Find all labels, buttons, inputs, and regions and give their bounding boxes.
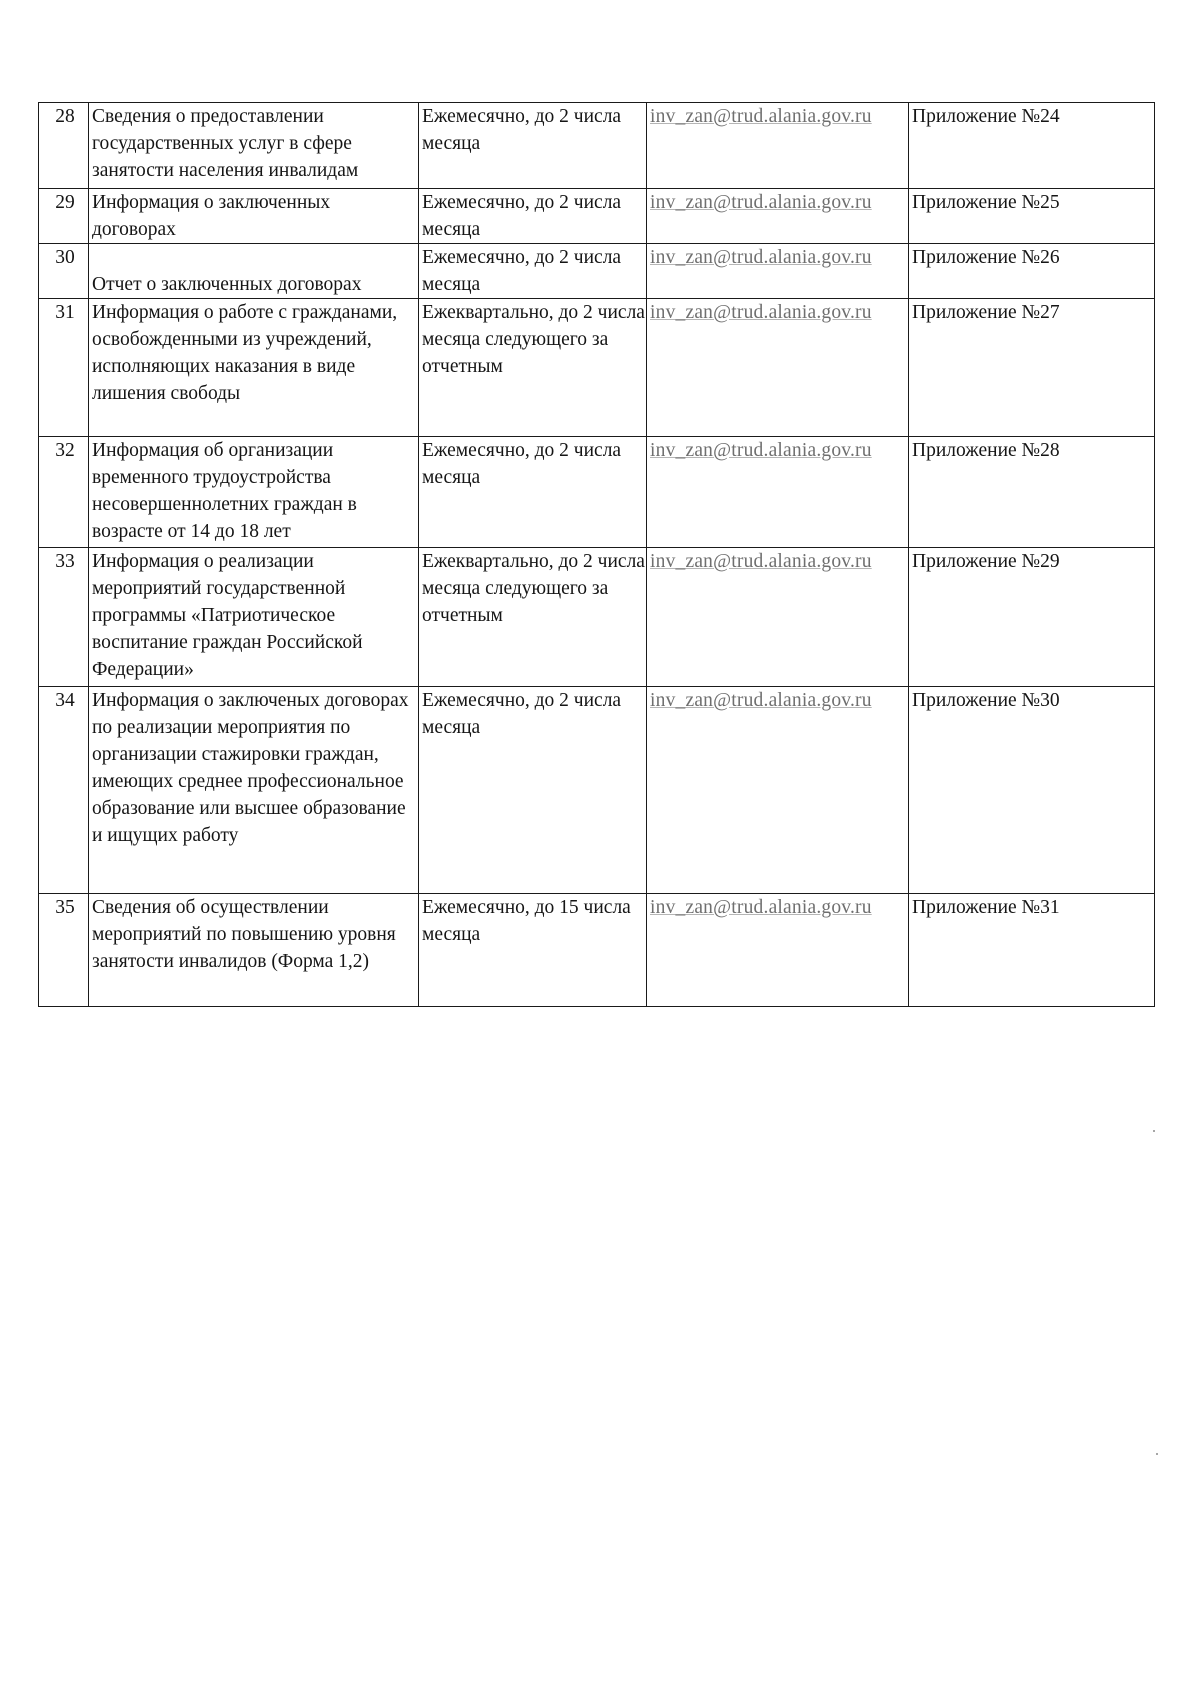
appendix-ref: Приложение №29	[909, 548, 1155, 687]
appendix-ref: Приложение №26	[909, 244, 1155, 299]
appendix-ref: Приложение №27	[909, 299, 1155, 437]
deadline: Ежемесячно, до 2 числа месяца	[419, 189, 647, 244]
reporting-table	[38, 102, 1155, 1007]
table-row	[39, 103, 1155, 189]
email-link[interactable]: inv_zan@trud.alania.gov.ru	[650, 106, 872, 127]
appendix-ref: Приложение №24	[909, 103, 1155, 189]
report-description: Информация об организации временного трудоустройства несовершеннолетних граждан в возрасте от 14 до 18 лет	[89, 437, 419, 548]
report-description: Сведения об осуществлении мероприятий по повышению уровня занятости инвалидов (Форма 1,2)	[89, 894, 419, 1007]
report-description: Информация о заключеных договорах по реализации мероприятия по организации стажировки граждан, имеющих среднее профессиональное образование или высшее образование и ищущих работу	[89, 687, 419, 894]
deadline: Ежемесячно, до 15 числа месяца	[419, 894, 647, 1007]
email-link[interactable]: inv_zan@trud.alania.gov.ru	[650, 302, 872, 323]
row-number: 34	[39, 687, 89, 894]
email-cell	[647, 189, 909, 244]
table-row	[39, 687, 1155, 894]
table-row	[39, 548, 1155, 687]
deadline: Ежемесячно, до 2 числа месяца	[419, 103, 647, 189]
email-cell	[647, 299, 909, 437]
appendix-ref: Приложение №30	[909, 687, 1155, 894]
row-number: 35	[39, 894, 89, 1007]
table-row	[39, 437, 1155, 548]
appendix-ref: Приложение №28	[909, 437, 1155, 548]
scan-speck	[1153, 1130, 1155, 1132]
email-link[interactable]: inv_zan@trud.alania.gov.ru	[650, 551, 872, 572]
email-cell	[647, 103, 909, 189]
row-number: 33	[39, 548, 89, 687]
appendix-ref: Приложение №31	[909, 894, 1155, 1007]
deadline: Ежеквартально, до 2 числа месяца следующего за отчетным	[419, 299, 647, 437]
table-row	[39, 244, 1155, 299]
scan-speck	[1156, 1453, 1158, 1455]
deadline: Ежемесячно, до 2 числа месяца	[419, 687, 647, 894]
email-link[interactable]: inv_zan@trud.alania.gov.ru	[650, 690, 872, 711]
email-link[interactable]: inv_zan@trud.alania.gov.ru	[650, 897, 872, 918]
email-cell	[647, 548, 909, 687]
row-number: 28	[39, 103, 89, 189]
deadline: Ежемесячно, до 2 числа месяца	[419, 244, 647, 299]
report-description: Информация о реализации мероприятий государственной программы «Патриотическое воспитание граждан Российской Федерации»	[89, 548, 419, 687]
row-number: 31	[39, 299, 89, 437]
email-cell	[647, 687, 909, 894]
report-description: Отчет о заключенных договорах	[89, 244, 419, 299]
table-row	[39, 299, 1155, 437]
report-description: Информация о работе с гражданами, освобожденными из учреждений, исполняющих наказания в виде лишения свободы	[89, 299, 419, 437]
email-link[interactable]: inv_zan@trud.alania.gov.ru	[650, 192, 872, 213]
report-description: Сведения о предоставлении государственных услуг в сфере занятости населения инвалидам	[89, 103, 419, 189]
table-row	[39, 189, 1155, 244]
row-number: 30	[39, 244, 89, 299]
deadline: Ежемесячно, до 2 числа месяца	[419, 437, 647, 548]
report-description: Информация о заключенных договорах	[89, 189, 419, 244]
deadline: Ежеквартально, до 2 числа месяца следующего за отчетным	[419, 548, 647, 687]
email-cell	[647, 437, 909, 548]
row-number: 32	[39, 437, 89, 548]
email-cell	[647, 244, 909, 299]
email-link[interactable]: inv_zan@trud.alania.gov.ru	[650, 440, 872, 461]
row-number: 29	[39, 189, 89, 244]
appendix-ref: Приложение №25	[909, 189, 1155, 244]
email-cell	[647, 894, 909, 1007]
email-link[interactable]: inv_zan@trud.alania.gov.ru	[650, 247, 872, 268]
table-row	[39, 894, 1155, 1007]
